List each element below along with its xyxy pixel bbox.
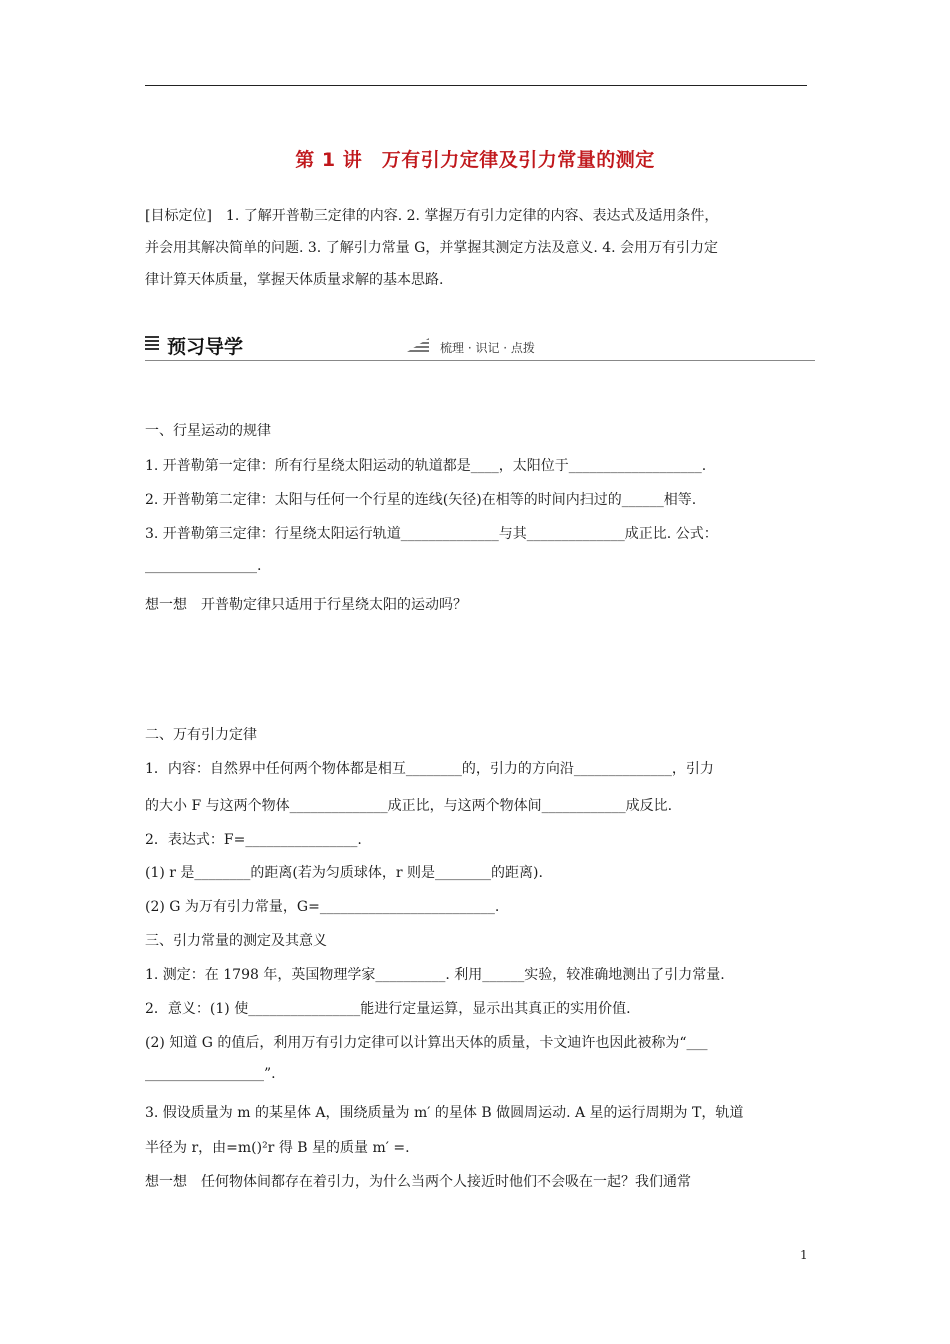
think-question: 想一想 任何物体间都存在着引力，为什么当两个人接近时他们不会吸在一起？我们通常 [145,1174,691,1190]
learning-goals [145,200,813,296]
text-line: 2．表达式：F=________________. [145,832,362,848]
text-line: 1. 测定：在 1798 年，英国物理学家__________. 利用______实验，较准确地测出了引力常量. [145,967,725,983]
text-line: _________________”. [145,1066,276,1082]
goals-line: [目标定位] 1. 了解开普勒三定律的内容. 2. 掌握万有引力定律的内容、表达式及适用条件， [145,208,719,224]
text-line: 的大小 F 与这两个物体______________成正比，与这两个物体间____________成反比. [145,798,673,814]
text-line: 1. 开普勒第一定律：所有行星绕太阳运动的轨道都是____，太阳位于___________________. [145,458,707,474]
header-rule [145,85,807,86]
section-heading: 一、行星运动的规律 [145,423,271,439]
text-line: 1．内容：自然界中任何两个物体都是相互________的，引力的方向沿______________，引力 [145,761,714,777]
section-heading: 二、万有引力定律 [145,727,257,743]
text-line: (2) G 为万有引力常量，G=_________________________. [145,899,500,915]
section-heading: 三、引力常量的测定及其意义 [145,933,327,949]
text-line: 3. 假设质量为 m 的某星体 A，围绕质量为 m′ 的星体 B 做圆周运动. A 星的运行周期为 T，轨道 [145,1105,744,1121]
text-line: 2. 开普勒第二定律：太阳与任何一个行星的连线(矢径)在相等的时间内扫过的______相等. [145,492,697,508]
goals-line: 律计算天体质量，掌握天体质量求解的基本思路. [145,272,444,288]
page-title: 第 1 讲 万有引力定律及引力常量的测定 [295,149,655,171]
banner-wedge-icon [407,338,429,352]
text-line: 半径为 r，由=m()²r 得 B 星的质量 m′ =. [145,1140,410,1156]
goals-line: 并会用其解决简单的问题. 3. 了解引力常量 G，并掌握其测定方法及意义. 4. 会用万有引力定 [145,240,719,256]
banner-stripe-icon [145,336,159,352]
page-number: 1 [800,1248,808,1262]
think-question: 想一想 开普勒定律只适用于行星绕太阳的运动吗？ [145,597,467,613]
text-line: (1) r 是________的距离(若为匀质球体，r 则是________的距离). [145,865,543,881]
banner-title: 预习导学 [167,336,244,358]
text-line: (2) 知道 G 的值后，利用万有引力定律可以计算出天体的质量，卡文迪许也因此被称为“___ [145,1035,708,1051]
text-line: 3. 开普勒第三定律：行星绕太阳运行轨道______________与其______________成正比. 公式： [145,526,718,542]
section-banner [145,330,815,361]
text-line: ________________. [145,558,262,574]
banner-subtitle: 梳理 · 识记 · 点拨 [440,341,535,355]
text-line: 2．意义：(1) 使________________能进行定量运算，显示出其真正的实用价值. [145,1001,631,1017]
